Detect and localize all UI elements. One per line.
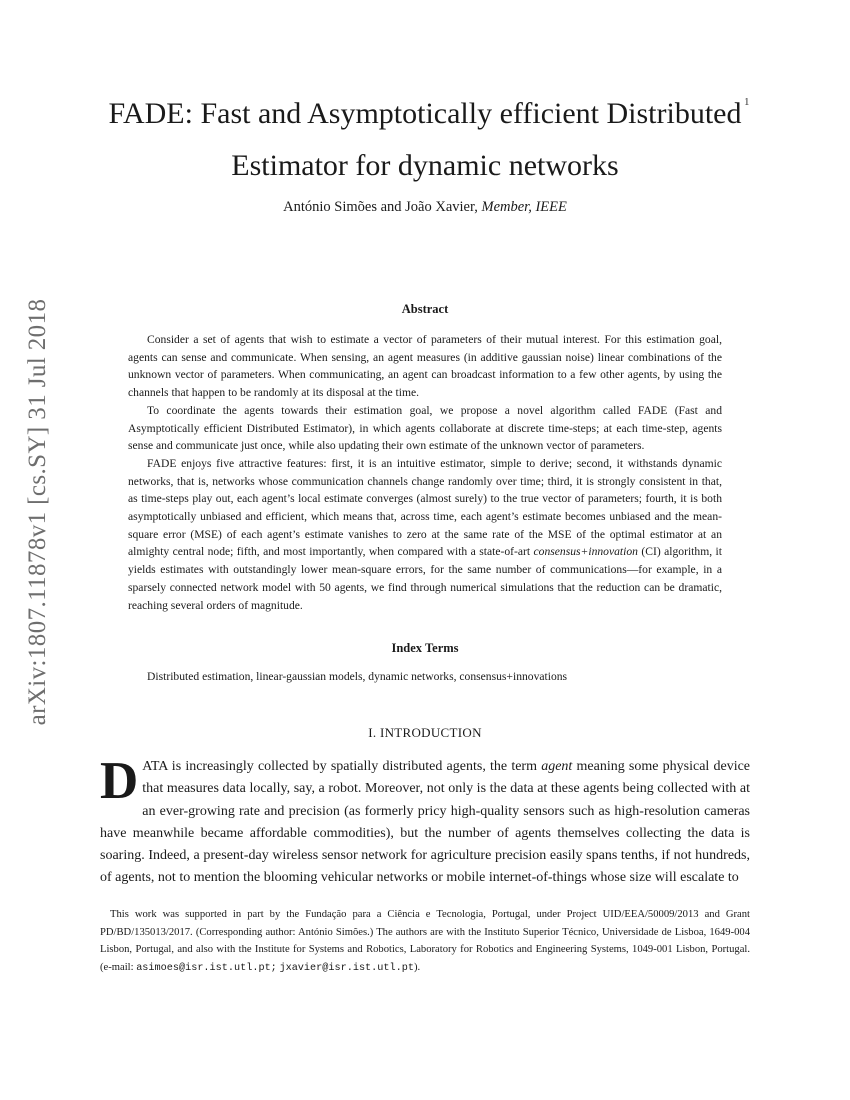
author-membership: Member, IEEE <box>481 199 567 215</box>
author-names: António Simões and João Xavier, <box>283 199 478 215</box>
abstract-p3-text: FADE enjoys five attractive features: first, it is an intuitive estimator, simple to derive; second, it withstands dynamic networks, that is, networks whose communication channels change randomly over time; third, it is strongly consistent in that, as time-steps play out, each agent’s local estimate converges (almost surely) to the true vector of parameters; fourth, it is both asymptotically unbiased and efficient, which means that, across time, each agent’s estimate becomes unbiased and the mean-square error (MSE) of each agent’s estimate vanishes to zero at the same rate of the MSE of the optimal estimator at an almighty central node; fifth, and most importantly, when compared with a state-of-art <box>128 456 722 559</box>
footnote-end: ). <box>413 961 421 973</box>
section-heading-introduction: I. INTRODUCTION <box>368 725 482 740</box>
introduction-paragraph <box>100 752 751 890</box>
introduction-body <box>100 752 751 890</box>
footnote-email-2: jxavier@isr.ist.utl.pt <box>279 962 414 974</box>
intro-emphasis: agent <box>541 759 573 774</box>
index-terms-text: Distributed estimation, linear-gaussian models, dynamic networks, consensus+innovations <box>147 670 568 683</box>
drop-cap: D <box>100 752 139 810</box>
page-number: 1 <box>744 96 750 108</box>
abstract-p3-emphasis: consensus+innovation <box>533 545 638 559</box>
footnote-text: This work was supported in part by the Fundação para a Ciência e Tecnologia, Portugal, under Project UID/EEA/50009/2013 and Grant PD/BD/135013/2017. (Corresponding author: António Simões.) The authors are with the Instituto Superior Técnico, Universidade de Lisboa, 1649-004 Lisbon, Portugal, and also with the Institute for Systems and Robotics, Laboratory for Robotics and Engineering Systems, 1049-001 Lisbon, Portugal. (e-mail: <box>100 909 750 973</box>
footnote-paragraph <box>100 906 750 977</box>
footnote <box>100 906 750 977</box>
index-terms-heading: Index Terms <box>391 641 459 655</box>
arxiv-stamp: arXiv:1807.11878v1 [cs.SY] 31 Jul 2018 <box>24 298 51 726</box>
abstract-p3-text-end: (CI) algorithm, it yields estimates with outstandingly lower mean-square errors, for the same number of communications—for example, in a sparsely connected network model with 50 agents, we find through numerical simulations that the reduction can be dramatic, reaching several orders of magnitude. <box>128 545 722 612</box>
abstract-body <box>128 331 722 614</box>
abstract-paragraph-2: To coordinate the agents towards their estimation goal, we propose a novel algorithm called FADE (Fast and Asymptotically efficient Distributed Estimator), in which agents collaborate at discrete time-steps; at each time-step, agents sense and communicate just once, while also updating their own estimate of the unknown vector of parameters. <box>128 403 722 453</box>
abstract-paragraph-1: Consider a set of agents that wish to estimate a vector of parameters of their mutual interest. For this estimation goal, agents can sense and communicate. When sensing, an agent measures (in additive gaussian noise) linear combinations of the unknown vector of parameters. When communicating, an agent can broadcast information to a few other agents, by using the channels that happen to be randomly at its disposal at the time. <box>128 333 722 400</box>
abstract-heading: Abstract <box>401 302 449 316</box>
author-line <box>100 199 750 216</box>
paper-title: FADE: Fast and Asymptotically efficient Distributed Estimator for dynamic networks <box>108 97 742 182</box>
abstract-paragraph-3 <box>128 455 722 614</box>
intro-text-end: meaning some physical device that measures data locally, say, a robot. Moreover, not only is the data at these agents being collected with at an ever-growing rate and precision (as formerly pricy high-quality sensors such as high-resolution cameras have meanwhile became affordable commodities), but the number of agents themselves collecting the data is soaring. Indeed, a present-day wireless sensor network for agriculture precision easily spans tenths, if not hundreds, of agents, not to mention the blooming vehicular networks or mobile internet-of-things whose size will escalate to <box>100 759 751 886</box>
footnote-email-1: asimoes@isr.ist.utl.pt; <box>136 962 277 974</box>
intro-text: ATA is increasingly collected by spatially distributed agents, the term <box>142 759 537 774</box>
